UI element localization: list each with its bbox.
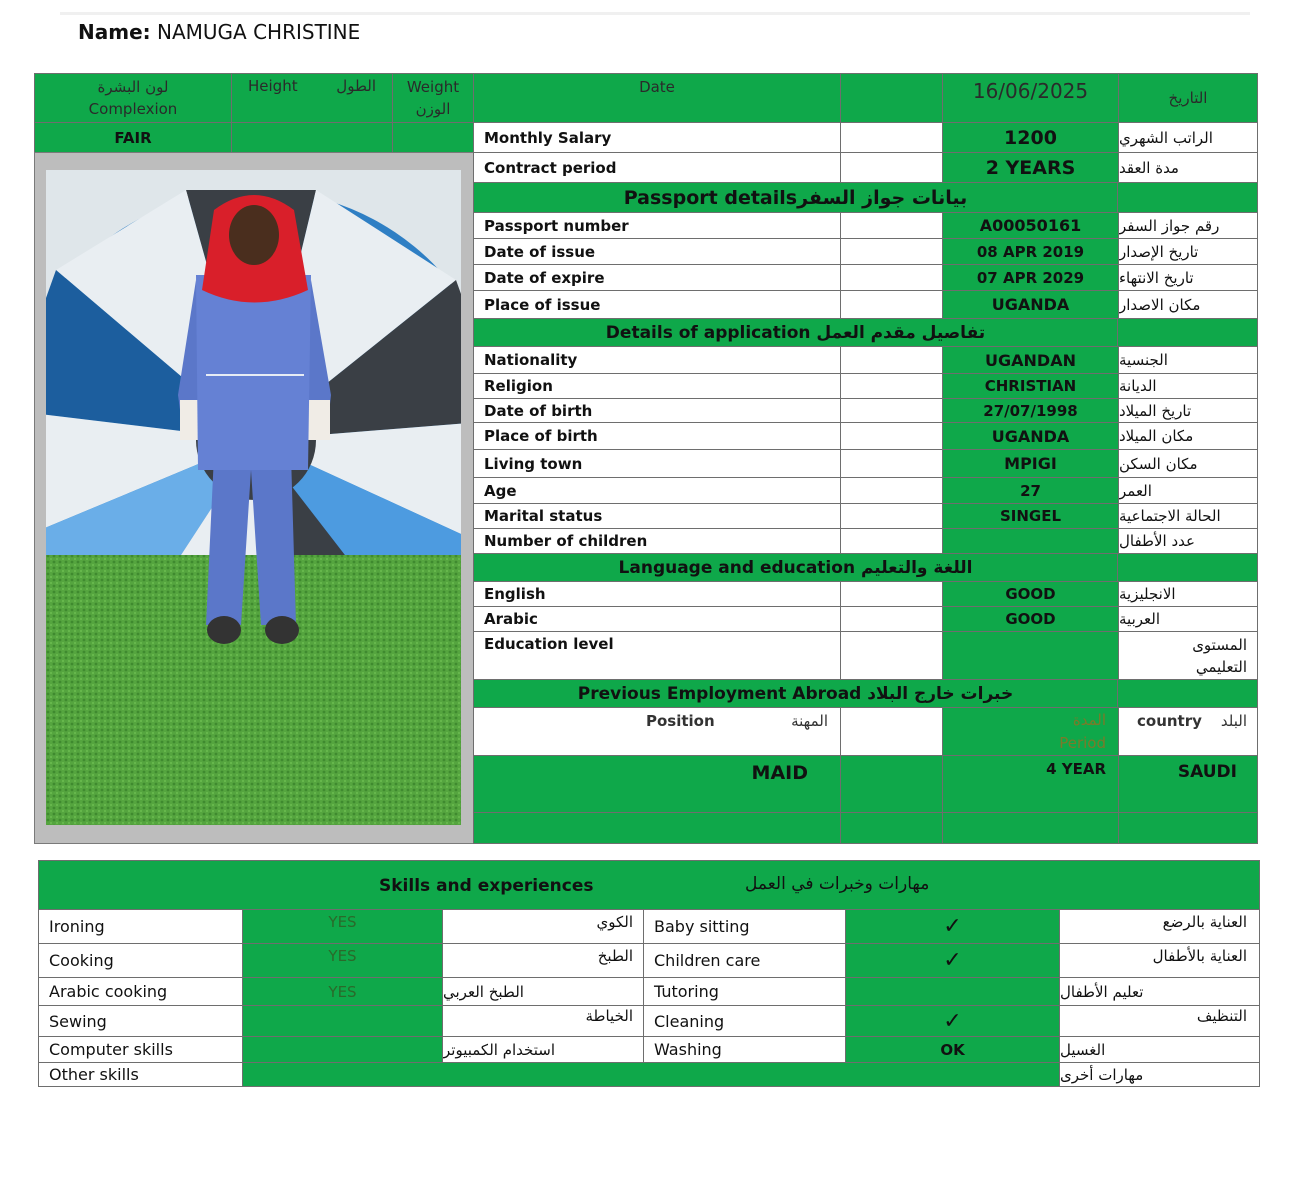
skill-babysitting-label: Baby sitting — [643, 909, 846, 944]
skill-cooking-label: Cooking — [38, 943, 243, 978]
contract-period-value: 2 YEARS — [942, 152, 1119, 183]
arabic-spacer — [840, 606, 943, 632]
complexion-en: Complexion — [88, 100, 178, 118]
skill-other-ar: مهارات أخرى — [1059, 1062, 1260, 1087]
passport-number-label: Passport number — [473, 212, 841, 239]
english-spacer — [840, 581, 943, 607]
candidate-name — [78, 20, 360, 44]
employment-row-spacer — [840, 755, 943, 813]
weight-header — [392, 73, 474, 123]
complexion-ar: لون البشرة — [97, 78, 169, 96]
date-ar: التاريخ — [1118, 73, 1258, 123]
dob-value: 27/07/1998 — [942, 398, 1119, 423]
name-value: NAMUGA CHRISTINE — [157, 20, 361, 44]
pob-value: UGANDA — [942, 422, 1119, 450]
country-header — [1118, 707, 1258, 756]
complexion-header — [34, 73, 232, 123]
age-ar: العمر — [1118, 477, 1258, 504]
weight-value — [392, 122, 474, 153]
employment-empty-4 — [1118, 812, 1258, 844]
skill-arabic-cooking-ar: الطبخ العربي — [442, 977, 644, 1006]
skill-cleaning-label: Cleaning — [643, 1005, 846, 1037]
pob-ar: مكان الميلاد — [1118, 422, 1258, 450]
skills-header — [38, 860, 1260, 910]
education-spacer — [840, 631, 943, 680]
application-title-spacer — [1117, 318, 1258, 347]
skill-childcare-ar: العناية بالأطفال — [1059, 943, 1260, 978]
issue-date-value: 08 APR 2019 — [942, 238, 1119, 265]
employment-empty-1 — [473, 812, 841, 844]
employment-section-title: Previous Employment Abroad خبرات خارج البلاد — [473, 679, 1118, 708]
skill-arabic-cooking-label: Arabic cooking — [38, 977, 243, 1006]
marital-status-spacer — [840, 503, 943, 529]
position-ar: المهنة — [791, 712, 828, 730]
skill-washing-label: Washing — [643, 1036, 846, 1063]
skill-other-value — [242, 1062, 1060, 1087]
education-ar-line2: التعليمي — [1195, 658, 1247, 676]
candidate-photo — [46, 170, 461, 825]
weight-ar: الوزن — [415, 100, 451, 118]
skill-computer-label: Computer skills — [38, 1036, 243, 1063]
arabic-ar: العربية — [1118, 606, 1258, 632]
religion-spacer — [840, 373, 943, 399]
contract-period-ar: مدة العقد — [1118, 152, 1258, 183]
language-section-title: Language and education اللغة والتعليم — [473, 553, 1118, 582]
dob-ar: تاريخ الميلاد — [1118, 398, 1258, 423]
living-town-label: Living town — [473, 449, 841, 478]
education-value — [942, 631, 1119, 680]
skill-babysitting-check-icon: ✓ — [845, 909, 1060, 944]
skill-tutoring-label: Tutoring — [643, 977, 846, 1006]
country-en: country — [1137, 712, 1202, 730]
nationality-spacer — [840, 346, 943, 374]
skill-computer-value — [242, 1036, 443, 1063]
marital-status-ar: الحالة الاجتماعية — [1118, 503, 1258, 529]
pob-spacer — [840, 422, 943, 450]
skill-tutoring-ar: تعليم الأطفال — [1059, 977, 1260, 1006]
marital-status-value: SINGEL — [942, 503, 1119, 529]
living-town-value: MPIGI — [942, 449, 1119, 478]
period-en: Period — [1059, 734, 1106, 752]
top-rule — [60, 12, 1250, 15]
religion-value: CHRISTIAN — [942, 373, 1119, 399]
skill-cleaning-check-icon: ✓ — [845, 1005, 1060, 1037]
height-header — [231, 73, 393, 123]
religion-label: Religion — [473, 373, 841, 399]
contract-period-label: Contract period — [473, 152, 841, 183]
skill-cooking-value: YES — [242, 943, 443, 978]
complexion-value: FAIR — [34, 122, 232, 153]
arabic-label: Arabic — [473, 606, 841, 632]
period-ar: المدة — [1072, 711, 1106, 729]
education-ar-line1: المستوى — [1192, 636, 1247, 654]
salary-spacer — [840, 122, 943, 153]
expire-date-spacer — [840, 264, 943, 291]
skill-ironing-label: Ironing — [38, 909, 243, 944]
employment-empty-2 — [840, 812, 943, 844]
place-of-issue-value: UGANDA — [942, 290, 1119, 319]
date-label: Date — [473, 73, 841, 123]
skill-arabic-cooking-value: YES — [242, 977, 443, 1006]
nationality-label: Nationality — [473, 346, 841, 374]
living-town-spacer — [840, 449, 943, 478]
place-of-issue-ar: مكان الاصدار — [1118, 290, 1258, 319]
issue-date-spacer — [840, 238, 943, 265]
expire-date-ar: تاريخ الانتهاء — [1118, 264, 1258, 291]
dob-label: Date of birth — [473, 398, 841, 423]
language-title-spacer — [1117, 553, 1258, 582]
skill-childcare-check-icon: ✓ — [845, 943, 1060, 978]
contract-spacer — [840, 152, 943, 183]
age-label: Age — [473, 477, 841, 504]
children-value — [942, 528, 1119, 554]
children-label: Number of children — [473, 528, 841, 554]
date-spacer — [840, 73, 943, 123]
skill-sewing-value — [242, 1005, 443, 1037]
name-label: Name: — [78, 20, 151, 44]
expire-date-label: Date of expire — [473, 264, 841, 291]
height-ar: الطول — [336, 77, 376, 95]
height-value — [231, 122, 393, 153]
pob-label: Place of birth — [473, 422, 841, 450]
salary-ar: الراتب الشهري — [1118, 122, 1258, 153]
position-header — [473, 707, 841, 756]
employment-title-spacer — [1117, 679, 1258, 708]
country-ar: البلد — [1220, 712, 1247, 730]
education-label: Education level — [473, 631, 841, 680]
children-ar: عدد الأطفال — [1118, 528, 1258, 554]
weight-en: Weight — [406, 78, 460, 96]
nationality-value: UGANDAN — [942, 346, 1119, 374]
salary-value: 1200 — [942, 122, 1119, 153]
skills-title-en: Skills and experiences — [379, 876, 594, 896]
age-value: 27 — [942, 477, 1119, 504]
skill-sewing-label: Sewing — [38, 1005, 243, 1037]
skills-title-ar: مهارات وخبرات في العمل — [745, 874, 930, 894]
date-value: 16/06/2025 — [942, 73, 1119, 123]
skill-ironing-value: YES — [242, 909, 443, 944]
skill-washing-value: OK — [845, 1036, 1060, 1063]
place-of-issue-label: Place of issue — [473, 290, 841, 319]
age-spacer — [840, 477, 943, 504]
employment-country: SAUDI — [1118, 755, 1258, 813]
arabic-value: GOOD — [942, 606, 1119, 632]
skill-sewing-ar: الخياطة — [442, 1005, 644, 1037]
passport-number-ar: رقم جواز السفر — [1118, 212, 1258, 239]
employment-period: 4 YEAR — [942, 755, 1119, 813]
living-town-ar: مكان السكن — [1118, 449, 1258, 478]
passport-section-title: Passport detailsبيانات جواز السفر — [473, 182, 1118, 213]
skill-other-label: Other skills — [38, 1062, 243, 1087]
skill-ironing-ar: الكوي — [442, 909, 644, 944]
marital-status-label: Marital status — [473, 503, 841, 529]
education-ar — [1118, 631, 1258, 680]
period-header — [942, 707, 1119, 756]
passport-title-spacer — [1117, 182, 1258, 213]
english-value: GOOD — [942, 581, 1119, 607]
photo-illustration — [46, 170, 461, 825]
passport-number-spacer — [840, 212, 943, 239]
skill-computer-ar: استخدام الكمبيوتر — [442, 1036, 644, 1063]
application-section-title: Details of application تفاصيل مقدم العمل — [473, 318, 1118, 347]
english-ar: الانجليزية — [1118, 581, 1258, 607]
nationality-ar: الجنسية — [1118, 346, 1258, 374]
issue-date-ar: تاريخ الإصدار — [1118, 238, 1258, 265]
salary-label: Monthly Salary — [473, 122, 841, 153]
employment-header-spacer — [840, 707, 943, 756]
english-label: English — [473, 581, 841, 607]
height-en: Height — [248, 77, 298, 95]
dob-spacer — [840, 398, 943, 423]
skill-washing-ar: الغسيل — [1059, 1036, 1260, 1063]
children-spacer — [840, 528, 943, 554]
skill-babysitting-ar: العناية بالرضع — [1059, 909, 1260, 944]
expire-date-value: 07 APR 2029 — [942, 264, 1119, 291]
skill-tutoring-value — [845, 977, 1060, 1006]
skill-cleaning-ar: التنظيف — [1059, 1005, 1260, 1037]
passport-number-value: A00050161 — [942, 212, 1119, 239]
place-of-issue-spacer — [840, 290, 943, 319]
religion-ar: الديانة — [1118, 373, 1258, 399]
skill-cooking-ar: الطبخ — [442, 943, 644, 978]
employment-position: MAID — [473, 755, 841, 813]
employment-empty-3 — [942, 812, 1119, 844]
position-en: Position — [646, 712, 715, 730]
issue-date-label: Date of issue — [473, 238, 841, 265]
skill-childcare-label: Children care — [643, 943, 846, 978]
